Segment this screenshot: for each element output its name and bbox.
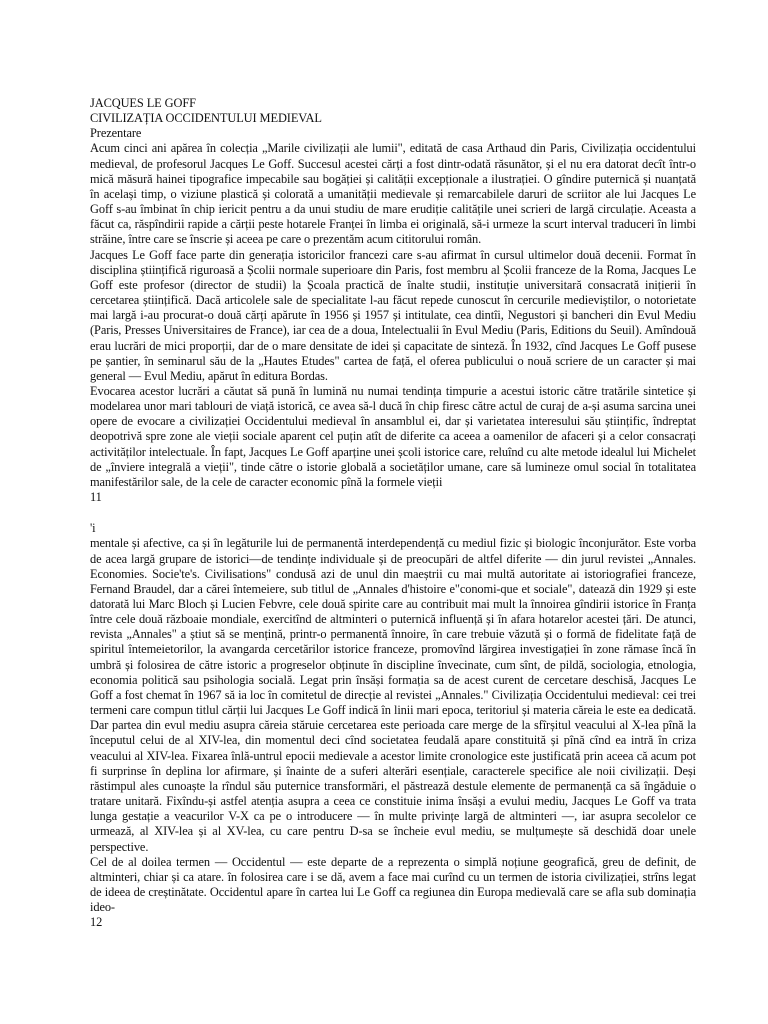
- paragraph-5: Cel de al doilea termen — Occidentul — este departe de a reprezenta o simplă noțiune geografică, greu de definit, de altminteri, chiar și ca atare. în folosirea care i se dă, avem a face mai curînd cu un termen de istoria civilizației, strîns legat de ideea de creștinătate. Occidentul apare în cartea lui Le Goff ca regiunea din Europa medievală care se afla sub dominația ideo-: [90, 854, 696, 915]
- author-heading: JACQUES LE GOFF: [90, 96, 196, 110]
- section-heading: Prezentare: [90, 126, 142, 141]
- paragraph-2: Jacques Le Goff face parte din generația istoricilor francezi care s-au afirmat în cursul ultimelor două decenii. Format în disciplina științifică riguroasă a Școlii normale superioare din Paris, fost membru al Școlii franceze de la Roma, Jacques Le Goff este profesor (director de studii) la Școala practică de înalte studii, instituție universitară consacrată inițierii în cercetarea științifică. Dacă articolele sale de specialitate l-au făcut repede cunoscut în cercurile medieviștilor, o notorietate mai largă i-au procurat-o două cărți apărute în 1956 și 1957 și intitulate, cea dintîi, Negustori și bancheri din Evul Mediu (Paris, Presses Universitaires de France), iar cea de a doua, Intelectualii în Evul Mediu (Paris, Editions du Seuil). Amîndouă erau lucrări de mici proporții, dar de o mare densitate de idei și capacitate de sinteză. În 1932, cînd Jacques Le Goff pusese pe șantier, în seminarul său de la „Hautes Etudes" cartea de față, el oferea publicului o nouă scriere de un caracter și mai general — Evul Mediu, apărut în editura Bordas.: [90, 247, 696, 383]
- page-number: 11: [90, 490, 102, 505]
- page-break: [90, 505, 696, 521]
- stray-mark: 'i: [90, 521, 96, 536]
- paragraph-3: Evocarea acestor lucrări a căutat să pună în lumină nu numai tendința timpurie a acestui istoric către tratările sintetice și modelarea unor mari tablouri de viață istorică, ce avea să-l ducă în chip firesc către actul de curaj de a-și asuma sarcina unei opere de evocare a civilizației Occidentului medieval în ansamblul ei, dar și varietatea interesului său științific, îndreptat deopotrivă spre zone ale vieții sociale aparent cel puțin atît de diferite ca aceea a oamenilor de afaceri și a celor consacrați activităților intelectuale. În fapt, Jacques Le Goff aparține unei școli istorice care, reluînd cu alte metode idealul lui Michelet de „înviere integrală a vieții", tinde către o istorie globală a societăților umane, care să lumineze omul social în totalitatea manifestărilor sale, de la cele de caracter economic pînă la formele vieții: [90, 383, 696, 489]
- document-page: [90, 96, 696, 930]
- paragraph-1: Acum cinci ani apărea în colecția „Marile civilizații ale lumii", editată de casa Arthaud din Paris, Civilizația occidentului medieval, de profesorul Jacques Le Goff. Succesul acestei cărți a fost dintr-odată răsunător, și el nu era datorat decît într-o mică măsură hainei tipografice impecabile sau bogăției și calității excepționale a ilustrației. O gîndire puternică și nuanțată în același timp, o viziune plastică și colorată a umanității medievale și remarcabilele daruri de scriitor ale lui Jacques Le Goff s-au îmbinat în chip iericit pentru a da unui studiu de mare erudiție calitățile unei scrieri de largă circulație. Aceasta a făcut ca, răspîndirii rapide a cărții peste hotarele Franței în limba ei originală, să-i urmeze la scurt interval traduceri în limbi străine, între care se înscrie și aceea pe care o prezentăm acum cititorului român.: [90, 141, 696, 247]
- paragraph-4: mentale și afective, ca și în legăturile lui de permanentă interdependență cu mediul fizic și biologic înconjurător. Este vorba de acea largă grupare de istorici—de tendințe individuale și de preocupări de altfel diferite — din jurul revistei „Annales. Economies. Socie'te's. Civilisations" condusă azi de unul din maeștrii cu mai multă autoritate ai istoriografiei franceze, Fernand Braudel, dar a cărei întemeiere, sub titlul de „Annales d'histoire e"conomi-que et sociale", datează din 1929 și este datorată lui Marc Bloch și Lucien Febvre, cele două spirite care au contribuit mai mult la înnoirea gîndirii istorice în Franța între cele două războaie mondiale, exercitînd de altminteri o puternică influență și în afara hotarelor acestei țări. De atunci, revista „Annales" a știut să se mențină, printr-o permanentă înnoire, în care trebuie văzută și o formă de fidelitate față de spiritul întemeietorilor, la avangarda cercetărilor istorice franceze, promovînd lărgirea investigației în zone rămase încă în umbră și folosirea de către istoric a progreselor obținute în discipline învecinate, cum sînt, de pildă, sociologia, etnologia, economia politică sau psihologia socială. Legat prin însăși formația sa de acest curent de cercetare deschisă, Jacques Le Goff a fost chemat în 1967 să ia loc în comitetul de direcție al revistei „Annales." Civilizația Occidentului medieval: cei trei termeni care compun titlul cărții lui Jacques Le Goff indică în linii mari epoca, teritoriul și materia căreia le este ea dedicată. Dar partea din evul mediu asupra căreia stăruie cercetarea este perioada care merge de la sfîrșitul veacului al X-lea pînă la începutul celui de al XIV-lea, din momentul deci cînd societatea feudală apare constituită și pînă cînd ea intră în criza veacului al XIV-lea. Fixarea înlă-untrul epocii medievale a acestor limite cronologice este justificată prin aceea că acum pot fi surprinse în deplina lor afirmare, și înainte de a suferi alterări esențiale, caracterele specifice ale noii civilizații. Deși răstimpul ales cunoaște la rîndul său puternice transformări, el păstrează destule elemente de permanență ca să îngăduie o tratare unitară. Fixîndu-și astfel atenția asupra a ceea ce constituie inima însăși a evului mediu, Jacques Le Goff va trata lunga gestație a veacurilor V-X ca pe o introducere — în multe privințe largă de altminteri —, iar asupra secolelor ce urmează, al XIV-lea și al XV-lea, cu care pentru D-sa se încheie evul mediu, se mulțumește să deschidă doar unele perspective.: [90, 536, 696, 854]
- book-title: CIVILIZAȚIA OCCIDENTULUI MEDIEVAL: [90, 111, 322, 126]
- page-number-2: 12: [90, 915, 103, 930]
